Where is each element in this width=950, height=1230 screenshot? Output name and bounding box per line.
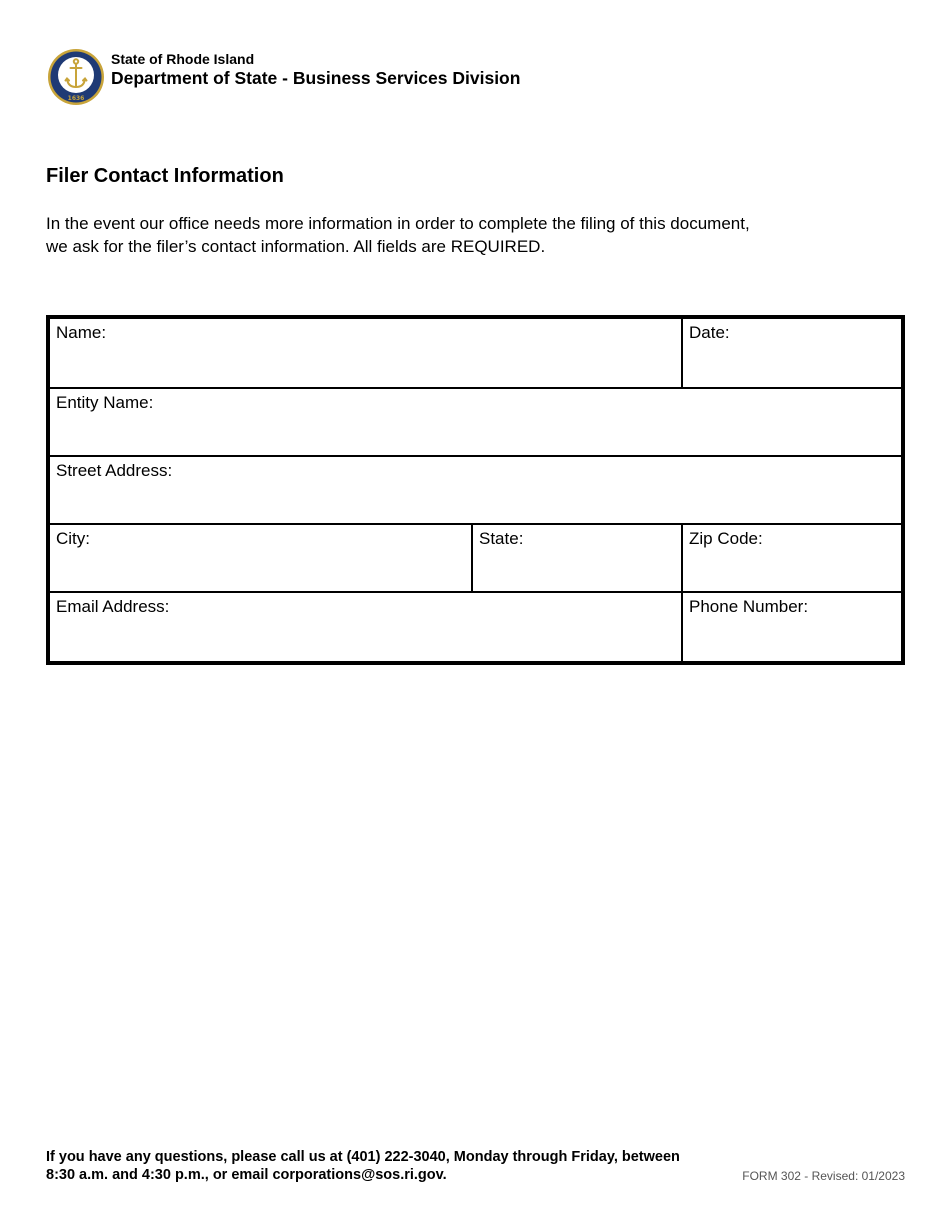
header-state: State of Rhode Island xyxy=(111,51,255,67)
header-department: Department of State - Business Services Division xyxy=(111,68,521,88)
zip-input[interactable] xyxy=(689,561,895,585)
date-label: Date: xyxy=(689,323,730,342)
form-row-entity xyxy=(50,387,901,455)
email-label: Email Address: xyxy=(56,597,170,616)
form-revision-id: FORM 302 - Revised: 01/2023 xyxy=(742,1169,905,1183)
name-cell xyxy=(50,319,681,387)
phone-cell xyxy=(681,593,901,661)
header xyxy=(47,47,520,109)
entity-input[interactable] xyxy=(56,425,895,449)
form-row-city-state-zip xyxy=(50,523,901,591)
city-label: City: xyxy=(56,529,90,548)
state-label: State: xyxy=(479,529,524,548)
date-input[interactable] xyxy=(689,357,895,381)
city-input[interactable] xyxy=(56,561,465,585)
zip-label: Zip Code: xyxy=(689,529,763,548)
contact-form xyxy=(46,315,905,665)
form-row-street xyxy=(50,455,901,523)
date-cell xyxy=(681,319,901,387)
state-cell xyxy=(471,525,681,591)
zip-cell xyxy=(681,525,901,591)
street-label: Street Address: xyxy=(56,461,173,480)
entity-label: Entity Name: xyxy=(56,393,154,412)
phone-input[interactable] xyxy=(689,631,895,655)
phone-label: Phone Number: xyxy=(689,597,809,616)
page-title: Filer Contact Information xyxy=(46,165,284,187)
seal-year: 1636 xyxy=(67,95,85,102)
state-seal-anchor-icon xyxy=(47,47,105,109)
city-cell xyxy=(50,525,471,591)
header-text xyxy=(111,51,520,89)
state-input[interactable] xyxy=(479,561,675,585)
email-cell xyxy=(50,593,681,661)
street-cell xyxy=(50,457,901,523)
email-input[interactable] xyxy=(56,631,675,655)
name-input[interactable] xyxy=(56,357,675,381)
entity-cell xyxy=(50,389,901,455)
footer-contact-note: If you have any questions, please call us at (401) 222-3040, Monday through Friday, between 8:30 a.m. and 4:30 p.m., or email corporations@sos.ri.gov. xyxy=(46,1149,680,1183)
intro-text: In the event our office needs more information in order to complete the filing of this document, we ask for the filer’s contact information. All fields are REQUIRED. xyxy=(46,214,750,256)
form-row-email-phone xyxy=(50,591,901,661)
street-input[interactable] xyxy=(56,493,895,517)
name-label: Name: xyxy=(56,323,107,342)
form-row-name-date xyxy=(50,319,901,387)
